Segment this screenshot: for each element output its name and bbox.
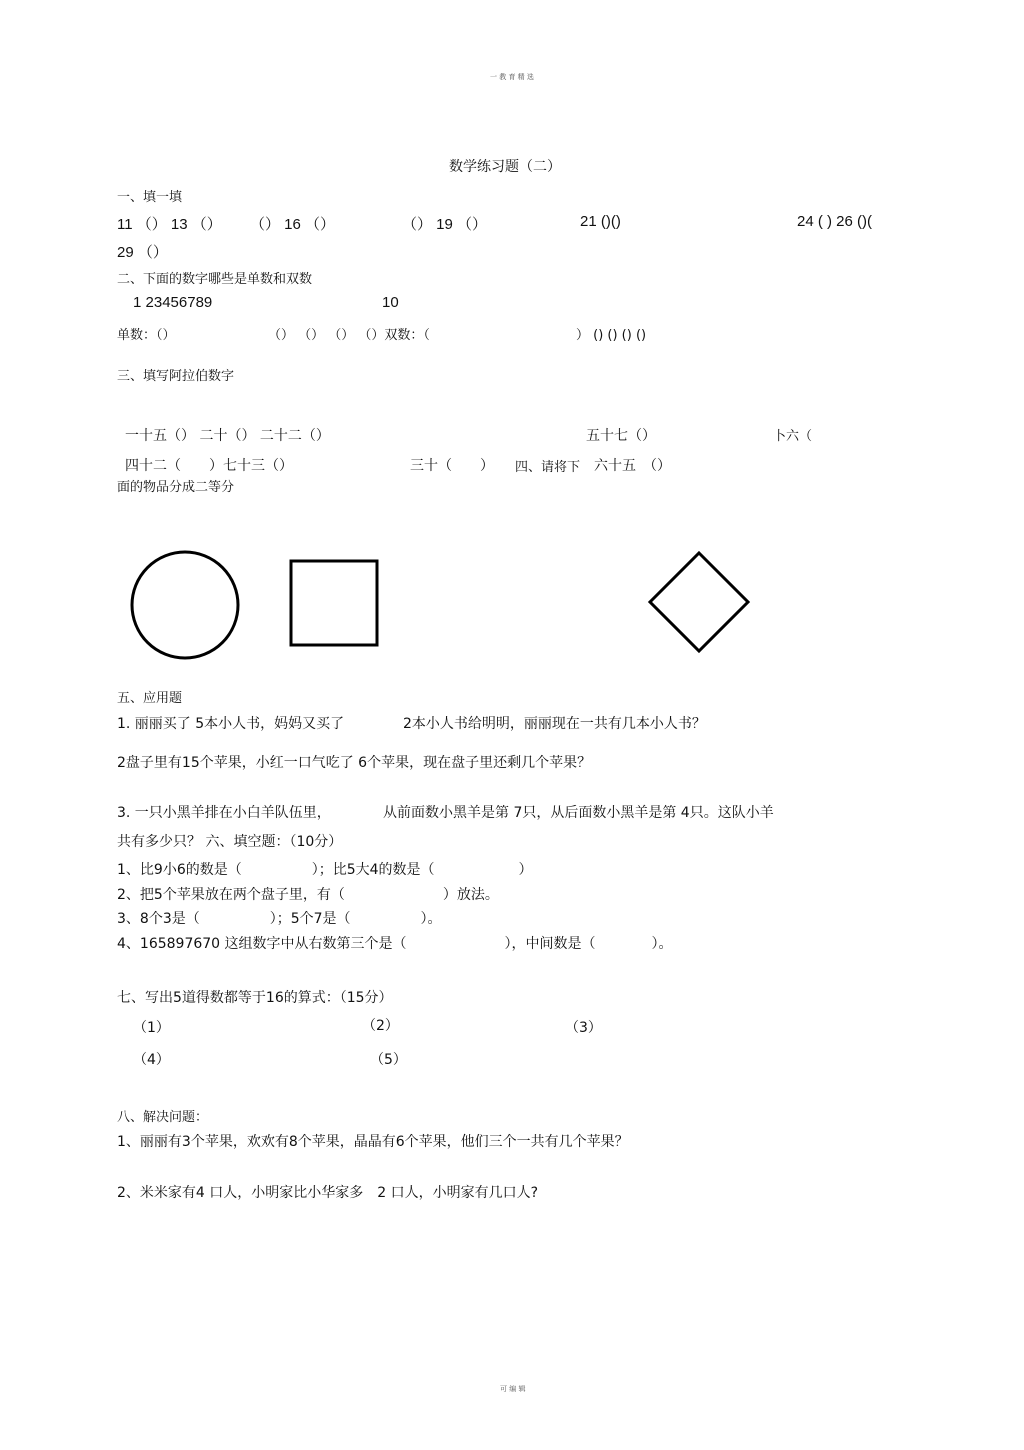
s3-row1-b: 五十七（） (586, 428, 656, 444)
section-2-heading: 二、下面的数字哪些是单数和双数 (117, 272, 313, 287)
s3-row1-a: 一十五（） 二十（） 二十二（） (125, 428, 330, 444)
s5-q3-part1: 3. 一只小黑羊排在小白羊队伍里， (117, 805, 331, 821)
s1-seq-d: 21 ()() (580, 213, 621, 230)
s3-row2-a: 四十二（ ）七十三（） (125, 458, 293, 474)
section-4-heading-cont: 面的物品分成二等分 (117, 480, 235, 495)
s3-row2-b: 三十（ ） (410, 458, 494, 474)
s6-line4: 4、165897670 这组数字中从右数第三个是（ ），中间数是（ ）。 (117, 936, 673, 952)
s1-seq-a: 11 （） 13 （） (117, 216, 222, 233)
s5-q3-part3: 共有多少只？ 六、填空题：（10分） (117, 834, 343, 850)
s8-q2: 2、米米家有4 口人，小明家比小华家多 2 口人，小明家有几口人? (117, 1185, 539, 1201)
s7-item-5: （5） (370, 1052, 407, 1068)
s6-line2: 2、把5个苹果放在两个盘子里，有（ ）放法。 (117, 887, 499, 903)
page-title: 数学练习题（二） (449, 159, 561, 175)
section-4-heading: 四、请将下 (515, 460, 581, 475)
s2-digits: 1 23456789 (133, 294, 213, 311)
s2-even-blanks: ） () () () () (576, 328, 647, 343)
s6-line3: 3、8个3是（ ）；5个7是（ ）。 (117, 911, 442, 927)
s5-q2: 2盘子里有15个苹果，小红一口气吃了 6个苹果，现在盘子里还剩几个苹果？ (117, 755, 592, 771)
s1-seq-f: 29 （） (117, 244, 168, 261)
circle-shape (128, 548, 242, 662)
s8-q1: 1、丽丽有3个苹果，欢欢有8个苹果，晶晶有6个苹果，他们三个一共有几个苹果？ (117, 1134, 629, 1150)
header-mark: 一 教 育 精 选 (490, 73, 534, 81)
section-3-heading: 三、填写阿拉伯数字 (117, 369, 235, 384)
s5-q1-part2: 2本小人书给明明，丽丽现在一共有几本小人书？ (403, 716, 706, 732)
s1-seq-c: （） 19 （） (402, 216, 488, 233)
s3-row1-c: 卜六（ (773, 429, 813, 444)
footer-mark: 可 编 辑 (500, 1385, 526, 1393)
diamond-shape (647, 550, 751, 654)
s2-blanks: （） （） （） （）双数：（ (268, 328, 430, 343)
section-1-heading: 一、填一填 (117, 190, 183, 205)
s3-row2-c: 六十五 （） (594, 458, 671, 474)
s1-seq-b: （） 16 （） (250, 216, 336, 233)
square-shape (288, 558, 380, 648)
section-5-heading: 五、应用题 (117, 691, 183, 706)
section-7-heading: 七、写出5道得数都等于16的算式：（15分） (117, 990, 393, 1006)
s7-item-3: （3） (565, 1020, 602, 1036)
s7-item-2: （2） (362, 1018, 399, 1034)
s5-q1-part1: 1. 丽丽买了 5本小人书，妈妈又买了 (117, 716, 345, 732)
s7-item-4: （4） (133, 1052, 170, 1068)
section-8-heading: 八、解决问题： (117, 1110, 209, 1125)
s2-odd-label: 单数：（） (117, 328, 176, 343)
s1-seq-e: 24 ( ) 26 ()( (797, 213, 873, 230)
s5-q3-part2: 从前面数小黑羊是第 7只，从后面数小黑羊是第 4只。这队小羊 (383, 805, 774, 821)
s7-item-1: （1） (133, 1020, 170, 1036)
s6-line1: 1、比9小6的数是（ ）；比5大4的数是（ ） (117, 862, 533, 878)
s2-ten: 10 (382, 294, 399, 311)
